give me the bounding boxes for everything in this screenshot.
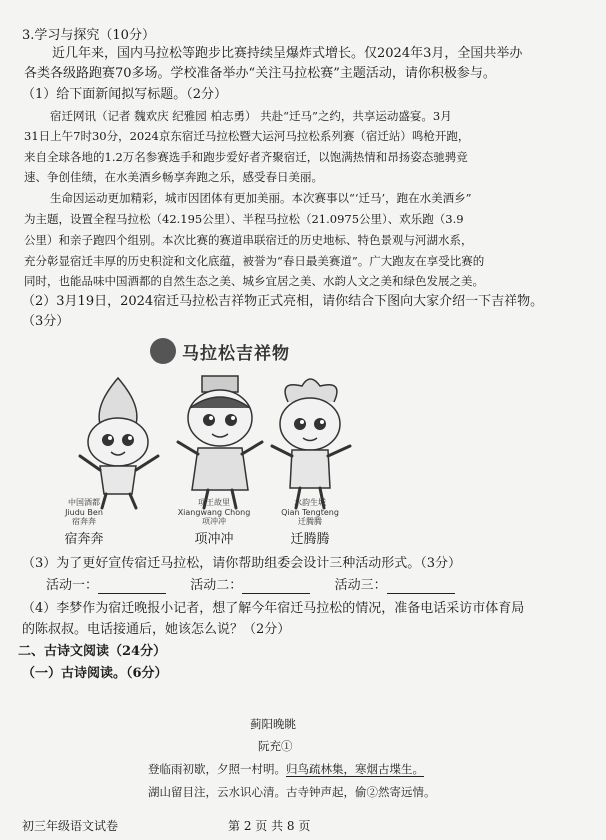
intro-line: 各类各级路跑赛70多场。学校准备举办“关注马拉松赛”主题活动，请你积极参与。 [24, 66, 496, 81]
question-3: （3）为了更好宣传宿迁马拉松，请你帮助组委会设计三种活动形式。（3分） [22, 556, 462, 571]
subsection-heading: （一）古诗阅读。（6分） [22, 666, 168, 681]
activity-2-label: 活动二： [190, 578, 243, 593]
activity-1-label: 活动一： [46, 578, 99, 593]
banner-title: 马拉松吉祥物 [182, 343, 290, 364]
question-4: （4）李梦作为宿迁晚报小记者，想了解今年宿迁马拉松的情况，准备电话采访市体育局 [22, 601, 525, 616]
poem-author: 阮充① [258, 739, 293, 753]
news-line: 为主题，设置全程马拉松（42.195公里）、半程马拉松（21.0975公里）、欢乐跑（3.9 [24, 212, 464, 226]
mascot-2-tag: 项王故里 [198, 498, 230, 507]
runner-logo-icon [150, 338, 176, 364]
news-line: 来自全球各地的1.2万名参赛选手和跑步爱好者齐聚宿迁，以饱满热情和昂扬姿态驰骋竞 [24, 150, 468, 164]
poem-line-1a: 登临雨初歇，夕照一村明。 [148, 762, 286, 776]
mascot-1-name: 宿奔奔 [64, 532, 104, 547]
mascot-2-name: 项冲冲 [194, 532, 234, 547]
mascot-1-tag: 中国酒都 [68, 498, 100, 507]
news-line: 同时，也能品味中国酒都的自然生态之美、城乡宜居之美、水韵人文之美和绿色发展之美。 [24, 274, 484, 288]
mascot-1-sub: Jiudu Ben [65, 508, 103, 517]
mascot-2-sub: Xiangwang Chong [177, 508, 251, 517]
news-line: 生命因运动更加精彩，城市因团体有更加美丽。本次赛事以“‘迁马’，跑在水美酒乡” [50, 191, 472, 205]
mascot-3-tag: 水韵生城 [294, 498, 326, 507]
activity-row [46, 578, 455, 594]
mascot-3-name: 迁腾腾 [290, 532, 330, 547]
activity-3-label: 活动三： [334, 578, 387, 593]
news-line: 速、争创佳绩，在水美酒乡畅享奔跑之乐，感受春日美丽。 [24, 170, 323, 184]
mascot-3-sub: Qian Tengteng [281, 508, 339, 517]
footer-left: 初三年级语文试卷 [22, 819, 119, 833]
mascot-banner [150, 338, 305, 364]
mascot-2-illustration [168, 372, 272, 514]
footer-page: 第 2 页 共 8 页 [228, 819, 311, 833]
poem-title: 蓟阳晚眺 [250, 717, 296, 731]
activity-2-blank [242, 581, 310, 594]
mascot-2-sign: 项冲冲 [202, 517, 226, 526]
question-4-cont: 的陈叔叔。电话接通后，她该怎么说？（2分） [22, 622, 291, 637]
question-2-score: （3分） [22, 314, 70, 329]
poem-line-2: 湖山留目注，云水识心清。古寺钟声起，偷②然寄远情。 [148, 785, 436, 799]
activity-1-blank [98, 581, 166, 594]
news-line: 31日上午7时30分，2024京东宿迁马拉松暨大运河马拉松系列赛（宿迁站）鸣枪开跑， [24, 129, 470, 143]
mascot-3-sign: 迁腾腾 [298, 517, 322, 526]
intro-line: 近几年来，国内马拉松等跑步比赛持续呈爆炸式增长。仅2024年3月，全国共举办 [52, 46, 523, 61]
mascot-1-sign: 宿奔奔 [72, 517, 96, 526]
poem-line-1 [148, 761, 424, 777]
news-line: 充分彰显宿迁丰厚的历史积淀和文化底蕴，被誉为“春日最美赛道”。广大跑友在享受比赛的 [24, 254, 485, 268]
news-line: 公里）和亲子跑四个组别。本次比赛的赛道串联宿迁的历史地标、特色景观与河湖水系， [24, 233, 473, 247]
news-line: 宿迁网讯（记者 魏欢庆 纪雅园 柏志勇） 共赴“迁马”之约，共享运动盛宴。3月 [50, 109, 452, 123]
section-heading: 3.学习与探究（10分） [22, 28, 155, 43]
question-2: （2）3月19日，2024宿迁马拉松吉祥物正式亮相，请你结合下图向大家介绍一下吉祥物。 [22, 294, 544, 309]
mascot-1-illustration [66, 372, 170, 514]
section-heading: 二、古诗文阅读（24分） [18, 644, 167, 659]
mascot-3-illustration [258, 372, 362, 514]
poem-line-1b: 归鸟疏林集，寒烟古堞生。 [286, 762, 424, 776]
question-1: （1）给下面新闻拟写标题。（2分） [22, 87, 228, 102]
activity-3-blank [387, 581, 455, 594]
